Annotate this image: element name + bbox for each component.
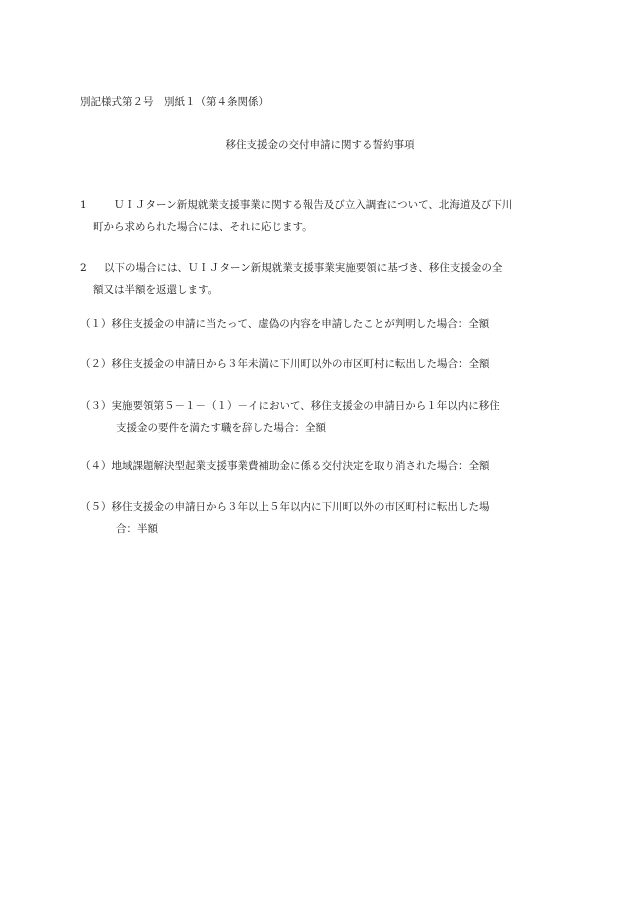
sub-item-5 [80, 496, 550, 540]
item-text-line: 額又は半額を返還します。 [93, 284, 219, 296]
sub-item-label: （５） [80, 501, 112, 513]
sub-item-text-line: 合：半額 [116, 523, 158, 535]
item-number: 1 [80, 199, 87, 211]
item-text-line: ＵＩＪターン新規就業支援事業に関する報告及び立入調査について、北海道及び下川 [114, 199, 513, 211]
sub-item-label: （１） [80, 318, 112, 330]
sub-item-2 [80, 353, 550, 375]
sub-item-text-line: 移住支援金の申請に当たって、虚偽の内容を申請したことが判明した場合：全額 [111, 318, 490, 330]
item-text-line: 町から求められた場合には、それに応じます。 [93, 221, 313, 233]
sub-item-text-line: 実施要領第５－１－（１）－イにおいて、移住支援金の申請日から１年以内に移住 [111, 400, 500, 412]
sub-item-label: （３） [80, 400, 112, 412]
document-title: 移住支援金の交付申請に関する誓約事項 [225, 139, 415, 151]
item-number: 2 [80, 262, 87, 274]
sub-item-text-line: 支援金の要件を満たす職を辞した場合：全額 [116, 422, 326, 434]
form-reference: 別記様式第２号 別紙１（第４条関係） [80, 96, 269, 108]
pledge-item-1 [80, 194, 550, 238]
sub-item-text-line: 移住支援金の申請日から３年以上５年以内に下川町以外の市区町村に転出した場 [111, 501, 490, 513]
pledge-item-2 [80, 257, 550, 301]
item-text-line: 以下の場合には、ＵＩＪターン新規就業支援事業実施要領に基づき、移住支援金の全 [104, 262, 503, 274]
sub-item-3 [80, 395, 550, 439]
sub-item-1 [80, 313, 550, 335]
sub-item-label: （４） [80, 460, 112, 472]
sub-item-text-line: 地域課題解決型起業支援事業費補助金に係る交付決定を取り消された場合：全額 [111, 460, 490, 472]
sub-item-text-line: 移住支援金の申請日から３年未満に下川町以外の市区町村に転出した場合：全額 [111, 358, 490, 370]
sub-item-4 [80, 455, 550, 477]
sub-item-label: （２） [80, 358, 112, 370]
